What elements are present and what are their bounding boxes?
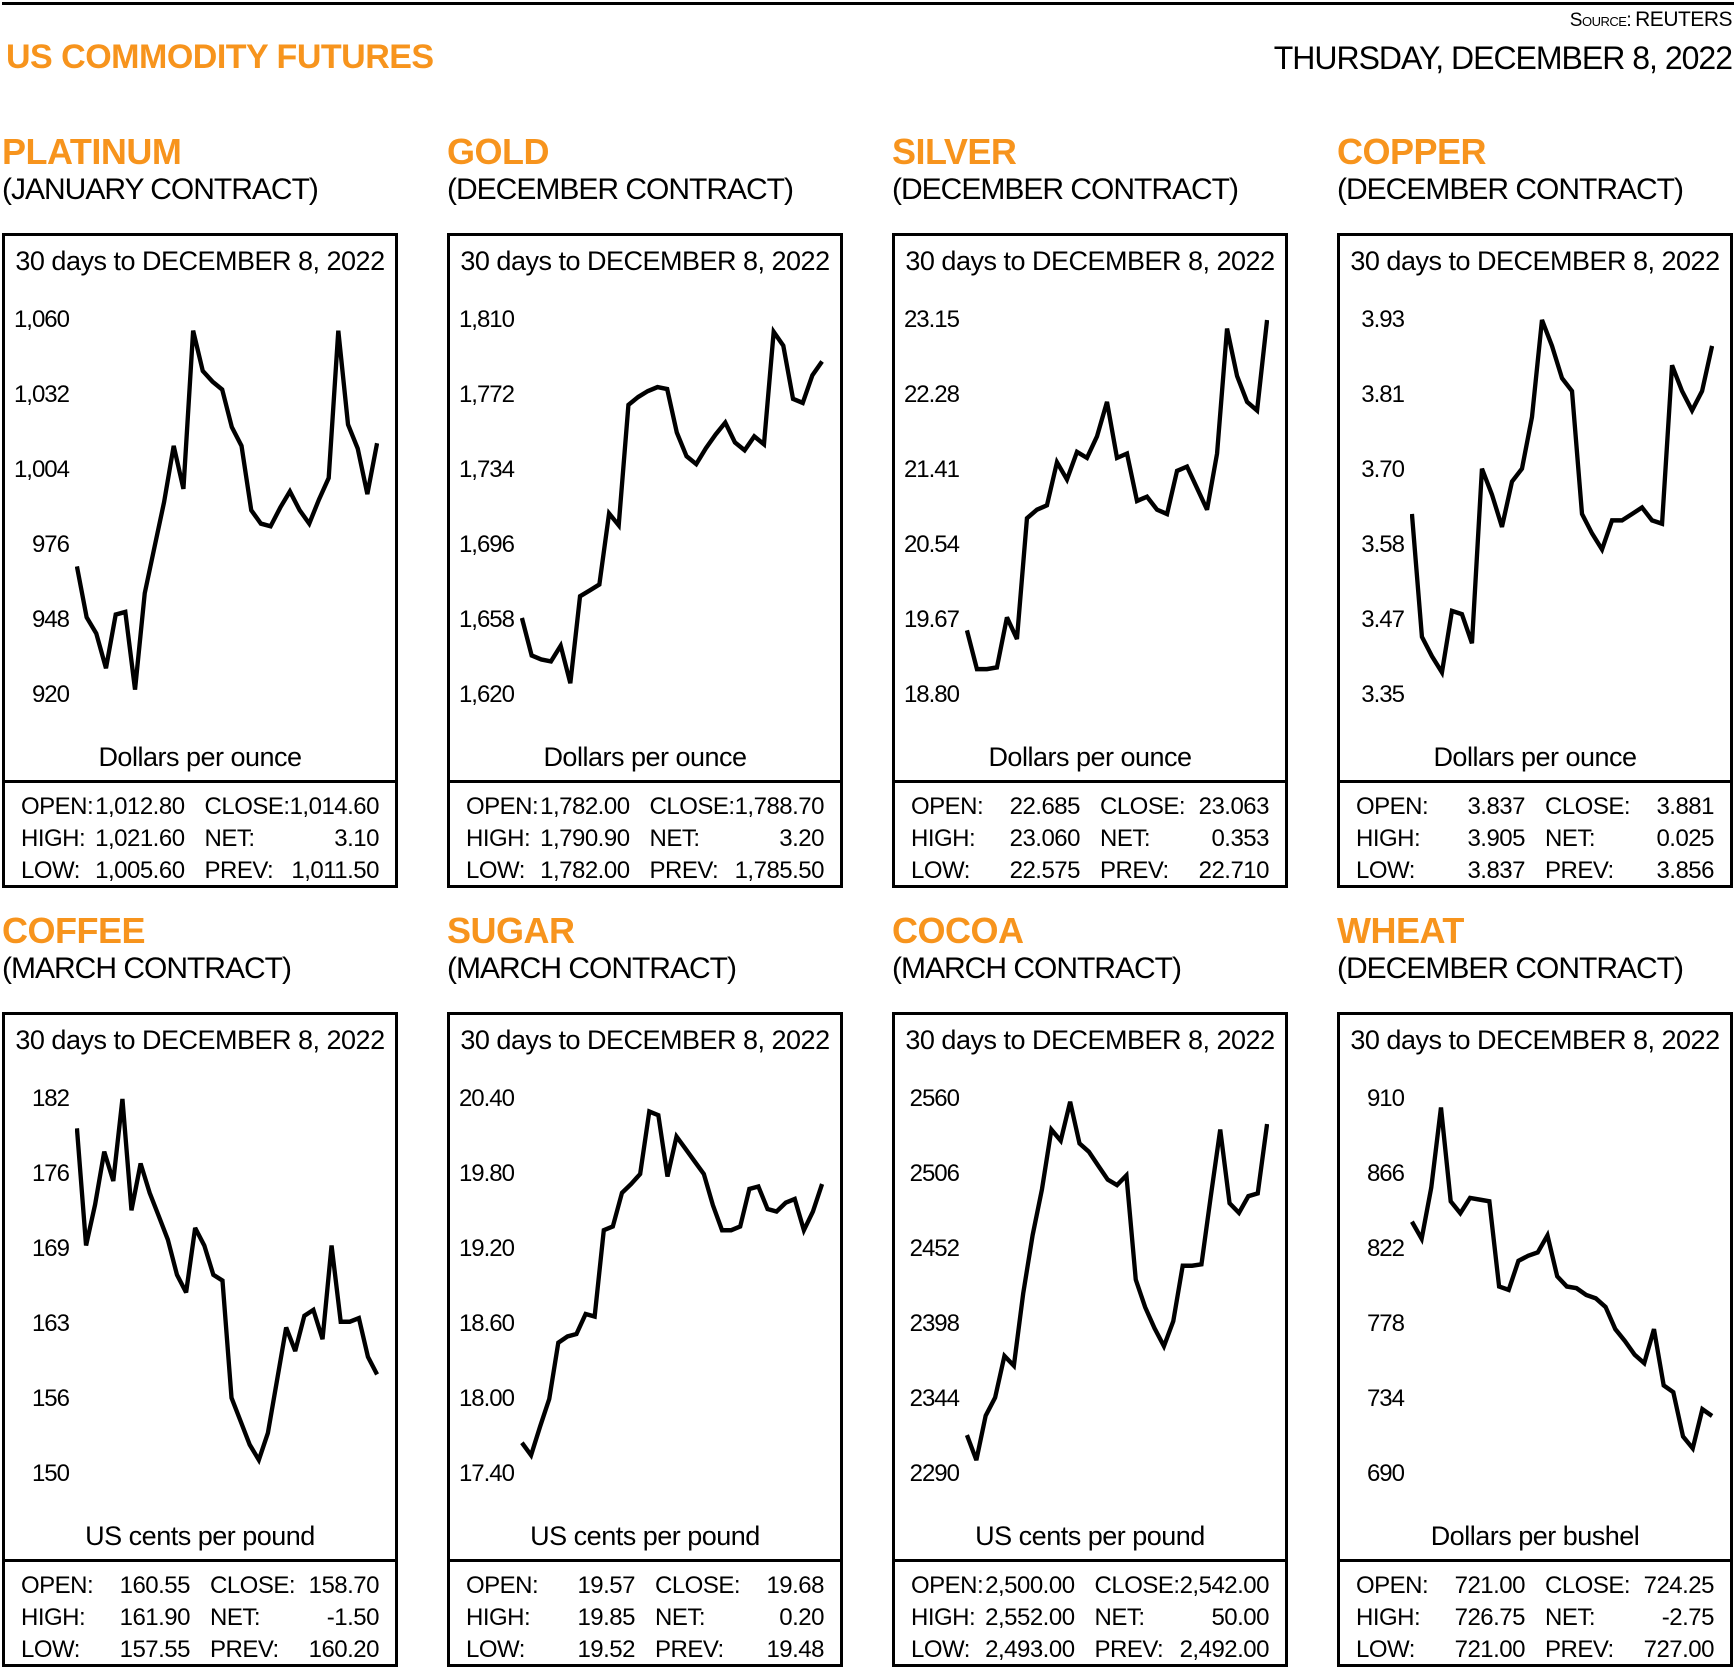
y-axis xyxy=(458,1065,520,1485)
stat-low xyxy=(911,855,1080,887)
stat-close xyxy=(1545,1570,1714,1602)
line-chart xyxy=(520,286,824,706)
y-axis-tick: 163 xyxy=(31,1310,69,1337)
stat-open-value: 721.00 xyxy=(1454,1572,1525,1599)
line-chart xyxy=(1410,1065,1714,1485)
stat-close-label: CLOSE: xyxy=(1545,1572,1631,1599)
stat-open-label: OPEN: xyxy=(1356,1572,1429,1599)
stat-high-label: HIGH: xyxy=(911,825,976,852)
stat-open-label: OPEN: xyxy=(466,793,539,820)
commodity-panel xyxy=(447,109,843,888)
stat-high xyxy=(1356,823,1525,855)
contract-subtitle: (DECEMBER CONTRACT) xyxy=(1337,173,1683,206)
y-axis xyxy=(458,286,520,706)
chart-box xyxy=(892,1012,1288,1667)
page-header xyxy=(0,35,1736,77)
stat-close-value: 724.25 xyxy=(1643,1572,1714,1599)
line-chart-svg xyxy=(1410,1065,1714,1485)
unit-label: US cents per pound xyxy=(530,1521,760,1551)
chart-area xyxy=(895,1065,1285,1485)
chart-period-label: 30 days to DECEMBER 8, 2022 xyxy=(905,1025,1275,1055)
commodity-title: COFFEE xyxy=(2,910,146,951)
stat-net xyxy=(205,823,379,855)
stat-low-label: LOW: xyxy=(21,857,80,884)
stat-high-label: HIGH: xyxy=(1356,825,1421,852)
commodity-title: SILVER xyxy=(892,131,1017,172)
stat-open xyxy=(466,1570,635,1602)
line-chart-svg xyxy=(75,286,379,706)
price-line xyxy=(522,1112,822,1456)
y-axis-tick: 3.47 xyxy=(1361,606,1404,633)
stat-open xyxy=(1356,1570,1525,1602)
y-axis-tick: 1,696 xyxy=(458,531,514,558)
chart-box xyxy=(1337,1012,1733,1667)
y-axis-tick: 1,810 xyxy=(458,306,514,333)
stat-high-label: HIGH: xyxy=(466,1604,531,1631)
unit-label: US cents per pound xyxy=(85,1521,315,1551)
stat-prev-label: PREV: xyxy=(204,857,274,884)
y-axis-tick: 920 xyxy=(31,681,69,708)
stat-net-label: NET: xyxy=(1545,825,1596,852)
stat-net-value: 3.10 xyxy=(334,825,379,852)
y-axis-tick: 690 xyxy=(1366,1460,1404,1487)
stat-open xyxy=(466,791,630,823)
stat-net-value: 50.00 xyxy=(1211,1604,1269,1631)
stat-close xyxy=(1545,791,1714,823)
y-axis-tick: 176 xyxy=(31,1160,69,1187)
chart-period-label: 30 days to DECEMBER 8, 2022 xyxy=(460,246,830,276)
chart-box xyxy=(892,233,1288,888)
stat-open-value: 1,012.80 xyxy=(95,793,185,820)
chart-period-label: 30 days to DECEMBER 8, 2022 xyxy=(1350,1025,1720,1055)
y-axis-tick: 3.81 xyxy=(1361,381,1404,408)
stat-close-value: 19.68 xyxy=(766,1572,824,1599)
y-axis xyxy=(13,1065,75,1485)
stat-low-label: LOW: xyxy=(466,1636,525,1663)
commodity-title: COCOA xyxy=(892,910,1024,951)
stat-high xyxy=(21,1602,190,1634)
y-axis-tick: 2344 xyxy=(909,1385,959,1412)
stat-net-label: NET: xyxy=(649,825,700,852)
commodity-title: SUGAR xyxy=(447,910,575,951)
stat-net-label: NET: xyxy=(655,1604,706,1631)
y-axis-tick: 18.00 xyxy=(458,1385,514,1412)
y-axis xyxy=(1348,1065,1410,1485)
stat-open-label: OPEN: xyxy=(1356,793,1429,820)
stat-open-value: 22.685 xyxy=(1009,793,1080,820)
stat-close-value: 23.063 xyxy=(1198,793,1269,820)
stat-open xyxy=(21,791,185,823)
stat-prev-label: PREV: xyxy=(655,1636,724,1663)
y-axis-tick: 19.67 xyxy=(903,606,959,633)
unit-label: US cents per pound xyxy=(975,1521,1205,1551)
commodity-title: WHEAT xyxy=(1337,910,1464,951)
y-axis-tick: 976 xyxy=(31,531,69,558)
y-axis-tick: 18.60 xyxy=(458,1310,514,1337)
contract-subtitle: (MARCH CONTRACT) xyxy=(892,952,1181,985)
y-axis-tick: 866 xyxy=(1366,1160,1404,1187)
y-axis-tick: 17.40 xyxy=(458,1460,514,1487)
stat-close xyxy=(1095,1570,1269,1602)
stat-net-label: NET: xyxy=(210,1604,261,1631)
stat-open xyxy=(21,1570,190,1602)
stat-open-label: OPEN: xyxy=(911,1572,984,1599)
contract-subtitle: (DECEMBER CONTRACT) xyxy=(1337,952,1683,985)
stat-net-label: NET: xyxy=(1100,825,1151,852)
stat-prev-label: PREV: xyxy=(1545,1636,1614,1663)
y-axis xyxy=(903,1065,965,1485)
stat-prev xyxy=(1545,855,1714,887)
price-line xyxy=(522,332,822,683)
stat-open-value: 1,782.00 xyxy=(540,793,630,820)
stats-table xyxy=(5,783,395,887)
page-title: US COMMODITY FUTURES xyxy=(6,38,434,76)
stat-close-label: CLOSE: xyxy=(210,1572,296,1599)
stat-close-label: CLOSE: xyxy=(1094,1572,1180,1599)
stats-table xyxy=(5,1562,395,1666)
chart-area xyxy=(450,1065,840,1485)
stat-high-value: 2,552.00 xyxy=(985,1604,1075,1631)
unit-label: Dollars per ounce xyxy=(1433,742,1637,772)
commodity-panel xyxy=(892,109,1288,888)
y-axis-tick: 150 xyxy=(31,1460,69,1487)
stat-prev-label: PREV: xyxy=(649,857,719,884)
stat-close xyxy=(210,1570,379,1602)
chart-period-label: 30 days to DECEMBER 8, 2022 xyxy=(15,1025,385,1055)
stat-close-value: 1,014.60 xyxy=(289,793,379,820)
stat-open-value: 3.837 xyxy=(1467,793,1525,820)
source-line xyxy=(0,7,1732,35)
chart-period-label: 30 days to DECEMBER 8, 2022 xyxy=(460,1025,830,1055)
y-axis-tick: 18.80 xyxy=(903,681,959,708)
stat-open-value: 19.57 xyxy=(577,1572,635,1599)
stat-high-value: 3.905 xyxy=(1467,825,1525,852)
stat-prev-value: 1,785.50 xyxy=(734,857,824,884)
stat-close xyxy=(1100,791,1269,823)
y-axis-tick: 19.20 xyxy=(458,1235,514,1262)
line-chart-svg xyxy=(965,286,1269,706)
stat-close xyxy=(650,791,824,823)
stat-low xyxy=(466,855,630,887)
chart-area xyxy=(1340,1065,1730,1485)
chart-period-label: 30 days to DECEMBER 8, 2022 xyxy=(1350,246,1720,276)
y-axis-tick: 3.93 xyxy=(1361,306,1404,333)
stat-low-label: LOW: xyxy=(1356,1636,1415,1663)
line-chart xyxy=(965,286,1269,706)
y-axis-tick: 21.41 xyxy=(903,456,959,483)
stat-high-value: 726.75 xyxy=(1454,1604,1525,1631)
stat-prev-label: PREV: xyxy=(1545,857,1614,884)
y-axis-tick: 822 xyxy=(1366,1235,1404,1262)
stat-net-value: 3.20 xyxy=(779,825,824,852)
stat-high-label: HIGH: xyxy=(21,1604,86,1631)
line-chart xyxy=(520,1065,824,1485)
price-line xyxy=(77,1099,377,1460)
stat-high-value: 19.85 xyxy=(577,1604,635,1631)
commodity-panel xyxy=(1337,109,1733,888)
y-axis-tick: 2506 xyxy=(909,1160,959,1187)
price-line xyxy=(1412,1108,1712,1449)
stat-high xyxy=(466,823,630,855)
contract-subtitle: (MARCH CONTRACT) xyxy=(447,952,736,985)
stat-close-label: CLOSE: xyxy=(649,793,735,820)
stat-close-label: CLOSE: xyxy=(204,793,290,820)
stat-low-value: 1,005.60 xyxy=(95,857,185,884)
y-axis-tick: 20.40 xyxy=(458,1085,514,1112)
stat-prev-value: 2,492.00 xyxy=(1179,1636,1269,1663)
stat-net xyxy=(1545,1602,1714,1634)
stat-high-label: HIGH: xyxy=(21,825,86,852)
chart-period-label: 30 days to DECEMBER 8, 2022 xyxy=(15,246,385,276)
stat-net xyxy=(210,1602,379,1634)
y-axis-tick: 1,772 xyxy=(458,381,514,408)
stats-table xyxy=(1340,783,1730,887)
source-name: REUTERS xyxy=(1635,8,1732,31)
stat-open-label: OPEN: xyxy=(21,1572,94,1599)
stat-low-label: LOW: xyxy=(911,857,970,884)
y-axis xyxy=(13,286,75,706)
stat-prev-value: 22.710 xyxy=(1198,857,1269,884)
unit-label: Dollars per ounce xyxy=(98,742,302,772)
y-axis-tick: 3.58 xyxy=(1361,531,1404,558)
stat-high-label: HIGH: xyxy=(1356,1604,1421,1631)
stat-low-label: LOW: xyxy=(466,857,525,884)
stat-prev-label: PREV: xyxy=(1094,1636,1164,1663)
chart-area xyxy=(450,286,840,706)
stat-high xyxy=(911,823,1080,855)
y-axis-tick: 1,004 xyxy=(13,456,69,483)
stat-prev xyxy=(210,1634,379,1666)
commodity-title: GOLD xyxy=(447,131,549,172)
y-axis-tick: 1,620 xyxy=(458,681,514,708)
stat-open-value: 160.55 xyxy=(119,1572,190,1599)
commodity-panel xyxy=(447,888,843,1667)
stats-table xyxy=(1340,1562,1730,1666)
stat-low-label: LOW: xyxy=(911,1636,970,1663)
commodity-panel xyxy=(892,888,1288,1667)
stat-net-value: 0.025 xyxy=(1656,825,1714,852)
stat-low-value: 3.837 xyxy=(1467,857,1525,884)
stat-open xyxy=(911,1570,1075,1602)
stat-prev xyxy=(1095,1634,1269,1666)
chart-period-label: 30 days to DECEMBER 8, 2022 xyxy=(905,246,1275,276)
stat-close-value: 1,788.70 xyxy=(734,793,824,820)
stat-net-value: 0.353 xyxy=(1211,825,1269,852)
stat-prev-value: 3.856 xyxy=(1656,857,1714,884)
chart-box xyxy=(1337,233,1733,888)
stat-net xyxy=(1095,1602,1269,1634)
y-axis xyxy=(903,286,965,706)
chart-box xyxy=(447,1012,843,1667)
stat-close xyxy=(205,791,379,823)
stat-low-value: 157.55 xyxy=(119,1636,190,1663)
line-chart-svg xyxy=(965,1065,1269,1485)
stat-close-label: CLOSE: xyxy=(655,1572,741,1599)
stat-close-label: CLOSE: xyxy=(1100,793,1186,820)
stat-low-value: 721.00 xyxy=(1454,1636,1525,1663)
stat-close xyxy=(655,1570,824,1602)
stat-high-value: 1,021.60 xyxy=(95,825,185,852)
stat-low xyxy=(466,1634,635,1666)
y-axis-tick: 23.15 xyxy=(903,306,959,333)
chart-area xyxy=(5,1065,395,1485)
commodity-panel xyxy=(2,888,398,1667)
unit-label: Dollars per ounce xyxy=(988,742,1192,772)
page-date: THURSDAY, DECEMBER 8, 2022 xyxy=(1273,40,1732,76)
stat-prev-value: 1,011.50 xyxy=(291,857,379,884)
chart-box xyxy=(2,1012,398,1667)
stat-close-label: CLOSE: xyxy=(1545,793,1631,820)
stat-low-label: LOW: xyxy=(21,1636,80,1663)
y-axis-tick: 3.70 xyxy=(1361,456,1404,483)
chart-box xyxy=(447,233,843,888)
stat-prev-label: PREV: xyxy=(210,1636,279,1663)
stat-high xyxy=(911,1602,1075,1634)
y-axis-tick: 22.28 xyxy=(903,381,959,408)
stats-table xyxy=(895,1562,1285,1666)
stat-prev xyxy=(1100,855,1269,887)
source-label: Source: xyxy=(1569,10,1632,31)
stat-open xyxy=(1356,791,1525,823)
stat-low xyxy=(1356,855,1525,887)
stat-net-value: -2.75 xyxy=(1661,1604,1714,1631)
contract-subtitle: (JANUARY CONTRACT) xyxy=(2,173,318,206)
price-line xyxy=(967,320,1267,669)
y-axis-tick: 156 xyxy=(31,1385,69,1412)
contract-subtitle: (DECEMBER CONTRACT) xyxy=(447,173,793,206)
commodity-title: COPPER xyxy=(1337,131,1487,172)
stat-net-label: NET: xyxy=(1545,1604,1596,1631)
y-axis-tick: 1,060 xyxy=(13,306,69,333)
stat-prev-label: PREV: xyxy=(1100,857,1169,884)
line-chart xyxy=(75,1065,379,1485)
line-chart xyxy=(75,286,379,706)
stat-net xyxy=(655,1602,824,1634)
stat-prev xyxy=(1545,1634,1714,1666)
stat-prev xyxy=(655,1634,824,1666)
y-axis-tick: 2398 xyxy=(909,1310,959,1337)
y-axis-tick: 182 xyxy=(31,1085,69,1112)
commodity-title: PLATINUM xyxy=(2,131,182,172)
y-axis-tick: 910 xyxy=(1366,1085,1404,1112)
chart-area xyxy=(895,286,1285,706)
y-axis-tick: 734 xyxy=(1366,1385,1404,1412)
line-chart-svg xyxy=(520,1065,824,1485)
stat-high-value: 23.060 xyxy=(1009,825,1080,852)
stat-low xyxy=(1356,1634,1525,1666)
stat-net-value: -1.50 xyxy=(326,1604,379,1631)
panels-grid xyxy=(0,109,1736,1667)
chart-box xyxy=(2,233,398,888)
y-axis-tick: 778 xyxy=(1366,1310,1404,1337)
stat-high xyxy=(466,1602,635,1634)
stat-prev-value: 727.00 xyxy=(1643,1636,1714,1663)
stat-net xyxy=(1545,823,1714,855)
y-axis-tick: 2290 xyxy=(909,1460,959,1487)
line-chart-svg xyxy=(1410,286,1714,706)
y-axis-tick: 3.35 xyxy=(1361,681,1404,708)
y-axis-tick: 948 xyxy=(31,606,69,633)
chart-area xyxy=(5,286,395,706)
y-axis-tick: 2560 xyxy=(909,1085,959,1112)
unit-label: Dollars per ounce xyxy=(543,742,747,772)
stats-table xyxy=(450,783,840,887)
stat-prev xyxy=(650,855,824,887)
stat-open-label: OPEN: xyxy=(466,1572,539,1599)
stat-prev-value: 19.48 xyxy=(766,1636,824,1663)
stat-low-value: 1,782.00 xyxy=(540,857,630,884)
stat-high-label: HIGH: xyxy=(911,1604,976,1631)
y-axis-tick: 1,658 xyxy=(458,606,514,633)
stat-prev-value: 160.20 xyxy=(308,1636,379,1663)
chart-area xyxy=(1340,286,1730,706)
y-axis-tick: 1,032 xyxy=(13,381,69,408)
stat-open-value: 2,500.00 xyxy=(985,1572,1075,1599)
y-axis-tick: 169 xyxy=(31,1235,69,1262)
stat-high-value: 1,790.90 xyxy=(540,825,630,852)
commodity-panel xyxy=(2,109,398,888)
stat-low-value: 2,493.00 xyxy=(985,1636,1075,1663)
stat-low-value: 19.52 xyxy=(577,1636,635,1663)
y-axis-tick: 20.54 xyxy=(903,531,959,558)
y-axis xyxy=(1348,286,1410,706)
y-axis-tick: 1,734 xyxy=(458,456,514,483)
stat-high-label: HIGH: xyxy=(466,825,531,852)
stats-table xyxy=(895,783,1285,887)
stat-low xyxy=(911,1634,1075,1666)
stat-net xyxy=(1100,823,1269,855)
stat-high xyxy=(1356,1602,1525,1634)
line-chart xyxy=(965,1065,1269,1485)
stat-open xyxy=(911,791,1080,823)
line-chart-svg xyxy=(520,286,824,706)
stat-net-label: NET: xyxy=(1094,1604,1145,1631)
stat-high-value: 161.90 xyxy=(119,1604,190,1631)
stat-low-value: 22.575 xyxy=(1009,857,1080,884)
stat-close-value: 2,542.00 xyxy=(1179,1572,1269,1599)
y-axis-tick: 2452 xyxy=(909,1235,959,1262)
stat-net xyxy=(650,823,824,855)
y-axis-tick: 19.80 xyxy=(458,1160,514,1187)
unit-label: Dollars per bushel xyxy=(1430,1521,1640,1551)
stat-low xyxy=(21,855,185,887)
contract-subtitle: (MARCH CONTRACT) xyxy=(2,952,291,985)
commodity-panel xyxy=(1337,888,1733,1667)
price-line xyxy=(77,331,377,690)
stats-table xyxy=(450,1562,840,1666)
stat-close-value: 158.70 xyxy=(308,1572,379,1599)
stat-open-label: OPEN: xyxy=(21,793,94,820)
stat-close-value: 3.881 xyxy=(1656,793,1714,820)
stat-low xyxy=(21,1634,190,1666)
price-line xyxy=(967,1102,1267,1460)
top-rule xyxy=(2,2,1734,5)
line-chart xyxy=(1410,286,1714,706)
stat-net-label: NET: xyxy=(204,825,255,852)
stat-open-label: OPEN: xyxy=(911,793,984,820)
line-chart-svg xyxy=(75,1065,379,1485)
stat-net-value: 0.20 xyxy=(779,1604,824,1631)
stat-high xyxy=(21,823,185,855)
stat-prev xyxy=(205,855,379,887)
contract-subtitle: (DECEMBER CONTRACT) xyxy=(892,173,1238,206)
price-line xyxy=(1412,320,1712,672)
stat-low-label: LOW: xyxy=(1356,857,1415,884)
